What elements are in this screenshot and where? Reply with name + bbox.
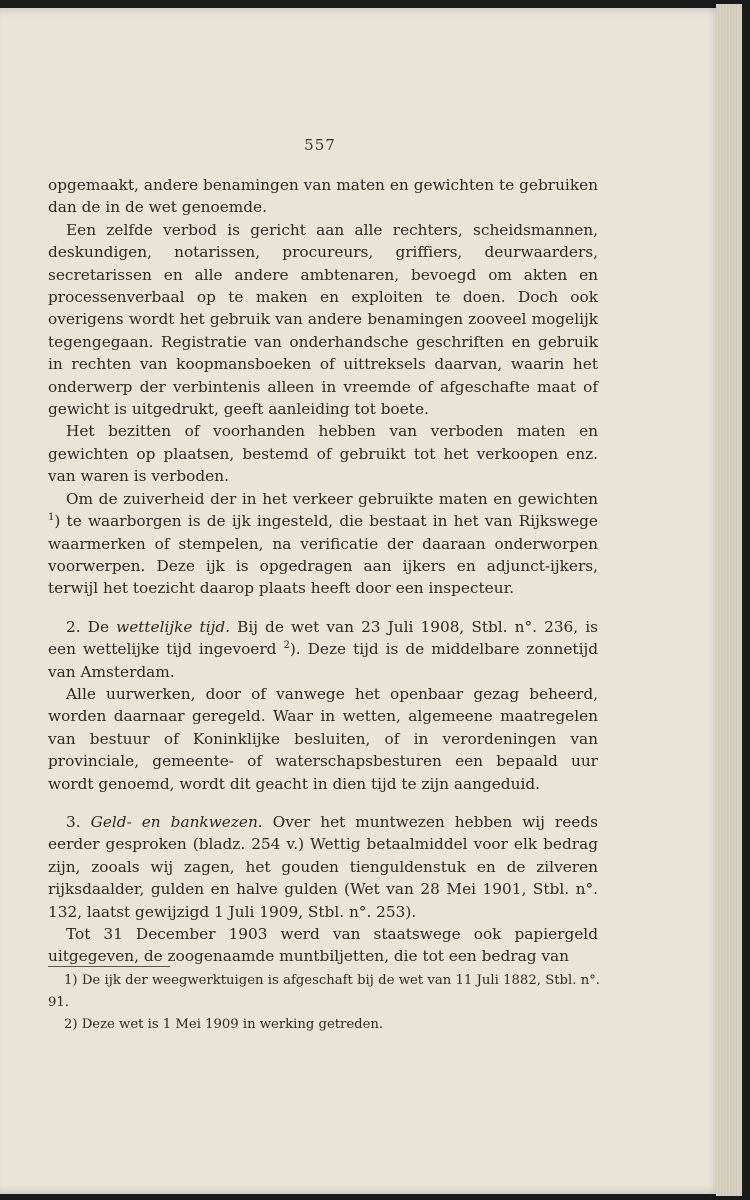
footnote-divider <box>48 966 170 967</box>
paragraph-1: opgemaakt, andere benamingen van maten en gewichten te gebruiken dan de in de wet genoemde. <box>48 176 598 217</box>
paragraph-3: Het bezitten of voorhanden hebben van verboden maten en gewichten op plaatsen, bestemd of gebruikt tot het verkoopen enz. van waren is verboden. <box>48 422 598 486</box>
section-3-number: 3. <box>66 812 91 831</box>
footnote-ref-2[interactable]: 2 <box>283 640 290 652</box>
page-edge-stack <box>716 4 742 1196</box>
section-3-text: Over het muntwezen hebben wij reeds eerder gesproken (bladz. 254 v.) Wettig betaalmiddel voor elk bedrag zijn, zooals wij zagen, het gouden tienguldenstuk en de zilveren rijksdaalder, gulden en halve gulden (Wet van 28 Mei 1901, Stbl. n°. 132, laatst gewijzigd 1 Juli 1909, Stbl. n°. 253). <box>48 812 598 921</box>
paragraph-4-text-a: Om de zuiverheid der in het verkeer gebruikte maten en gewichten <box>66 489 598 508</box>
footnote-1: 1) De ijk der weegwerktuigen is afgeschaft bij de wet van 11 Juli 1882, Stbl. n°. 91. <box>48 973 600 1010</box>
paragraph-6: Alle uurwerken, door of vanwege het openbaar gezag beheerd, worden daarnaar geregeld. Waar in wetten, algemeene maatregelen van bestuur of Koninklijke besluiten, of in verordeningen van provinciale, gemeente- of waterschapsbesturen een bepaald uur wordt genoemd, wordt dit geacht in dien tijd te zijn aangeduid. <box>48 684 598 793</box>
page-number: 557 <box>304 136 336 154</box>
footnotes <box>48 970 600 1036</box>
paragraph-8: Tot 31 December 1903 werd van staatswege ook papiergeld uitgegeven, de zoogenaamde muntbiljetten, die tot een bedrag van <box>48 925 598 966</box>
section-2-title: wettelijke tijd. <box>116 617 230 636</box>
section-2-text-b: ). Deze tijd is de middelbare zonnetijd van Amsterdam. <box>48 640 599 681</box>
section-3 <box>48 811 598 923</box>
section-3-title: Geld- en bankwezen. <box>90 812 263 831</box>
section-2-number: 2. De <box>66 617 117 636</box>
book-page <box>0 8 722 1194</box>
footnote-2: 2) Deze wet is 1 Mei 1909 in werking getreden. <box>64 1017 384 1032</box>
section-2-text-a: Bij de wet van 23 Juli 1908, Stbl. n°. 236, is een wettelijke tijd ingevoerd <box>48 617 598 659</box>
paragraph-4 <box>48 488 598 600</box>
section-2 <box>48 616 598 683</box>
paragraph-2: Een zelfde verbod is gericht aan alle rechters, scheidsmannen, deskundigen, notarissen, procureurs, griffiers, deurwaarders, secretarissen en alle andere ambtenaren, bevoegd om akten en processenverbaal op te maken en exploiten te doen. Doch ook overigens wordt het gebruik van andere benamingen zooveel mogelijk tegengegaan. Registratie van onderhandsche geschriften en gebruik in rechten van koopmansboeken of uittreksels daarvan, waarin het onderwerp der verbintenis alleen in vreemde of afgeschafte maat of gewicht is uitgedrukt, geeft aanleiding tot boete. <box>48 220 598 419</box>
paragraph-4-text-b: ) te waarborgen is de ijk ingesteld, die bestaat in het van Rijkswege waarmerken of stempelen, na verificatie der daaraan onderworpen voorwerpen. Deze ijk is opgedragen aan ijkers en adjunct-ijkers, terwijl het toezicht daarop plaats heeft door een inspecteur. <box>48 512 598 598</box>
footnote-ref-1[interactable]: 1 <box>48 512 55 524</box>
body-text <box>48 174 598 968</box>
